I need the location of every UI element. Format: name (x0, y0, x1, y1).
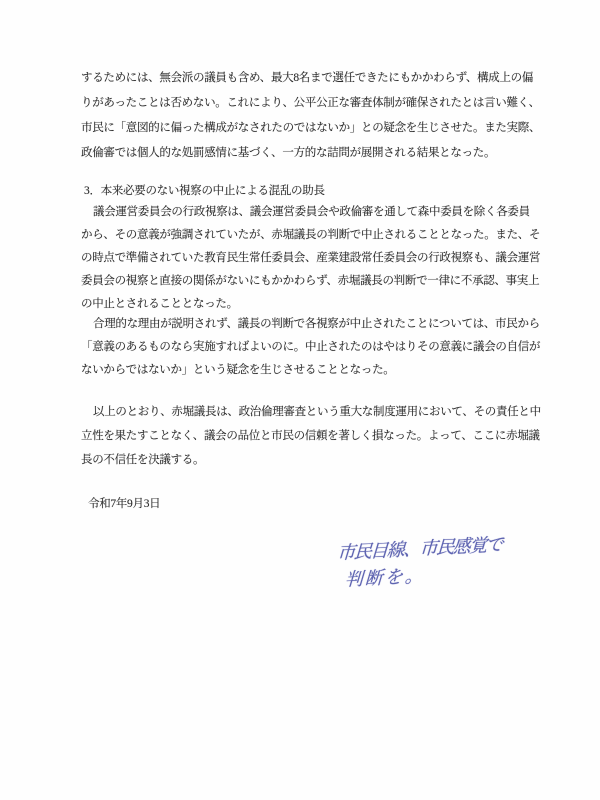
paragraph-intro (81, 66, 543, 166)
text-line: 市民に「意図的に偏った構成がなされたのではないか」との疑念を生じさせた。また実際、 (81, 122, 541, 134)
text-line: ないからではないか」という疑念を生じさせることとなった。 (81, 364, 395, 376)
text-line: 以上のとおり、赤堀議長は、政治倫理審査という重大な制度運用において、その責任と中 (93, 406, 541, 418)
text-line: 長の不信任を決議する。 (81, 454, 205, 466)
paragraph-inspection-cancellation (81, 201, 543, 316)
text-line: 議会運営委員会の行政視察は、議会運営委員会や政倫審を通して森中委員を除く各委員 (93, 206, 530, 218)
handwritten-note-line-2: 判断を。 (344, 565, 426, 591)
text-line: から、その意義が強調されていたが、赤堀議長の判断で中止されることとなった。また、そ (81, 229, 541, 241)
text-line: 合理的な理由が説明されず、議長の判断で各視察が中止されたことについては、市民から (93, 318, 540, 330)
paragraph-conclusion (81, 400, 543, 472)
text-line: の中止とされることとなった。 (81, 298, 238, 310)
text-line: の時点で準備されていた教育民生常任委員会、産業建設常任委員会の行政視察も、議会運営 (81, 252, 541, 264)
handwritten-note-line-1: 市民目線、市民感覚で (336, 534, 503, 565)
text-line: 委員会の視察と直接の関係がないにもかかわらず、赤堀議長の判断で一律に不承認、事実上 (81, 275, 540, 287)
text-line: りがあったことは否めない。これにより、公平公正な審査体制が確保されたとは言い難く、 (81, 97, 540, 109)
text-line: するためには、無会派の議員も含め、最大8名まで選任できたにもかかわらず、構成上の偏 (81, 72, 534, 84)
handwritten-note (335, 531, 503, 594)
section-3-heading: 3．本来必要のない視察の中止による混乱の助長 (84, 185, 325, 197)
text-line: 「意義のあるものなら実施すればよいのに。中止されたのはやはりその意義に議会の自信が (81, 341, 541, 353)
text-line: 立性を果たすことなく、議会の品位と市民の信頼を著しく損なった。よって、ここに赤堀議 (81, 430, 540, 442)
text-line: 政倫審では個人的な処罰感情に基づく、一方的な詰問が展開される結果となった。 (81, 147, 496, 159)
paragraph-citizen-doubt (81, 313, 543, 382)
date-line: 令和7年9月3日 (88, 498, 161, 510)
